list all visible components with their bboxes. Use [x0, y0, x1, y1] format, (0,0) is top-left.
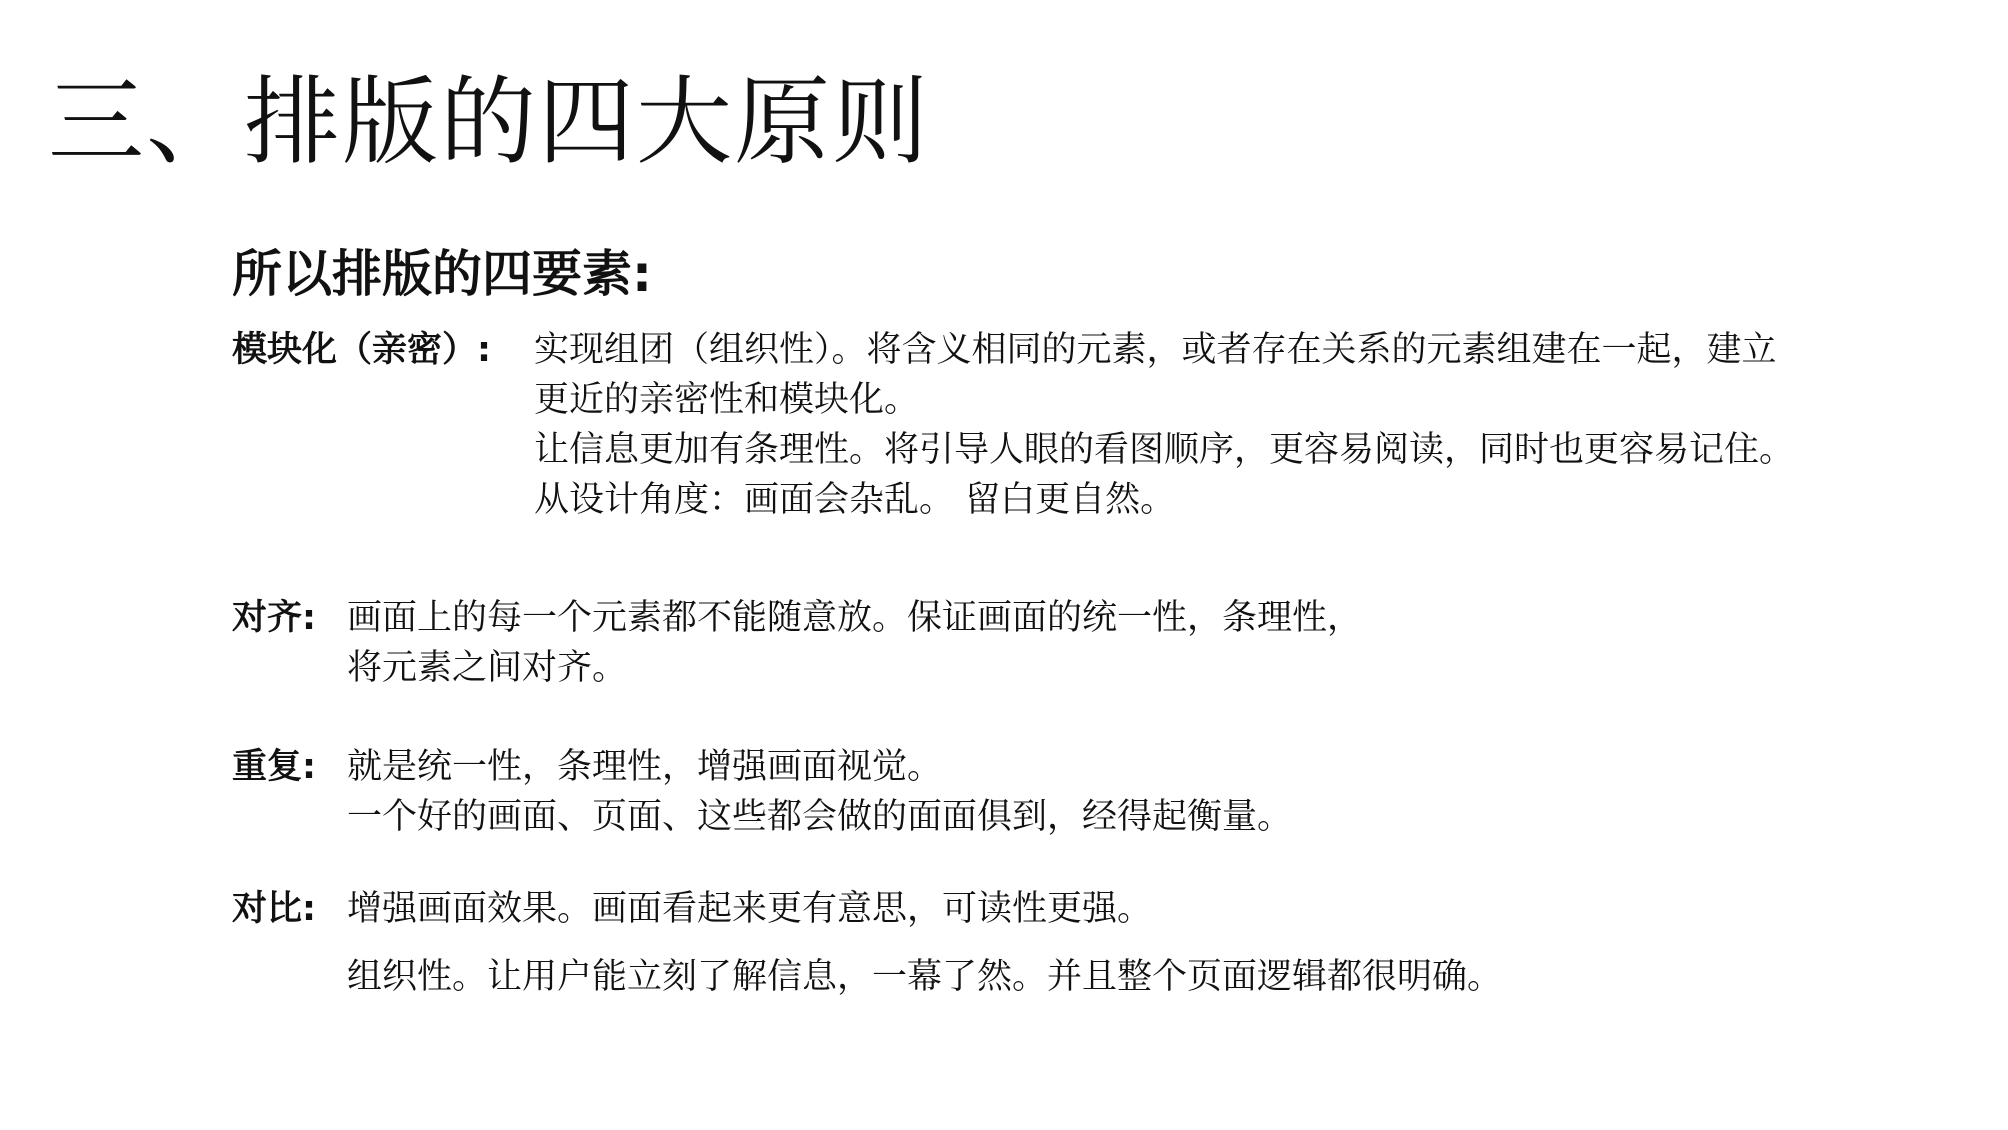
principle-term: 重复:	[232, 747, 316, 787]
principle-description-line: 增强画面效果。画面看起来更有意思，可读性更强。	[347, 889, 1153, 929]
slide-subtitle: 所以排版的四要素:	[232, 245, 652, 303]
slide-title: 三、排版的四大原则	[48, 66, 930, 178]
principle-description-line: 从设计角度：画面会杂乱。 留白更自然。	[534, 480, 1176, 520]
principle-description-line: 实现组团（组织性）。将含义相同的元素，或者存在关系的元素组建在一起，建立	[534, 330, 1777, 370]
principle-term: 对齐:	[232, 598, 316, 638]
principle-term: 模块化（亲密）:	[232, 330, 491, 370]
principle-description-line: 组织性。让用户能立刻了解信息，一幕了然。并且整个页面逻辑都很明确。	[347, 957, 1503, 997]
principle-description-line: 更近的亲密性和模块化。	[534, 380, 920, 420]
principle-description-line: 一个好的画面、页面、这些都会做的面面俱到，经得起衡量。	[347, 797, 1293, 837]
principle-description-line: 就是统一性，条理性，增强画面视觉。	[347, 747, 943, 787]
principle-description-line: 画面上的每一个元素都不能随意放。保证画面的统一性，条理性，	[347, 598, 1363, 638]
principle-term: 对比:	[232, 889, 316, 929]
principle-description-line: 将元素之间对齐。	[347, 648, 628, 688]
principle-description-line: 让信息更加有条理性。将引导人眼的看图顺序，更容易阅读，同时也更容易记住。	[534, 430, 1795, 470]
